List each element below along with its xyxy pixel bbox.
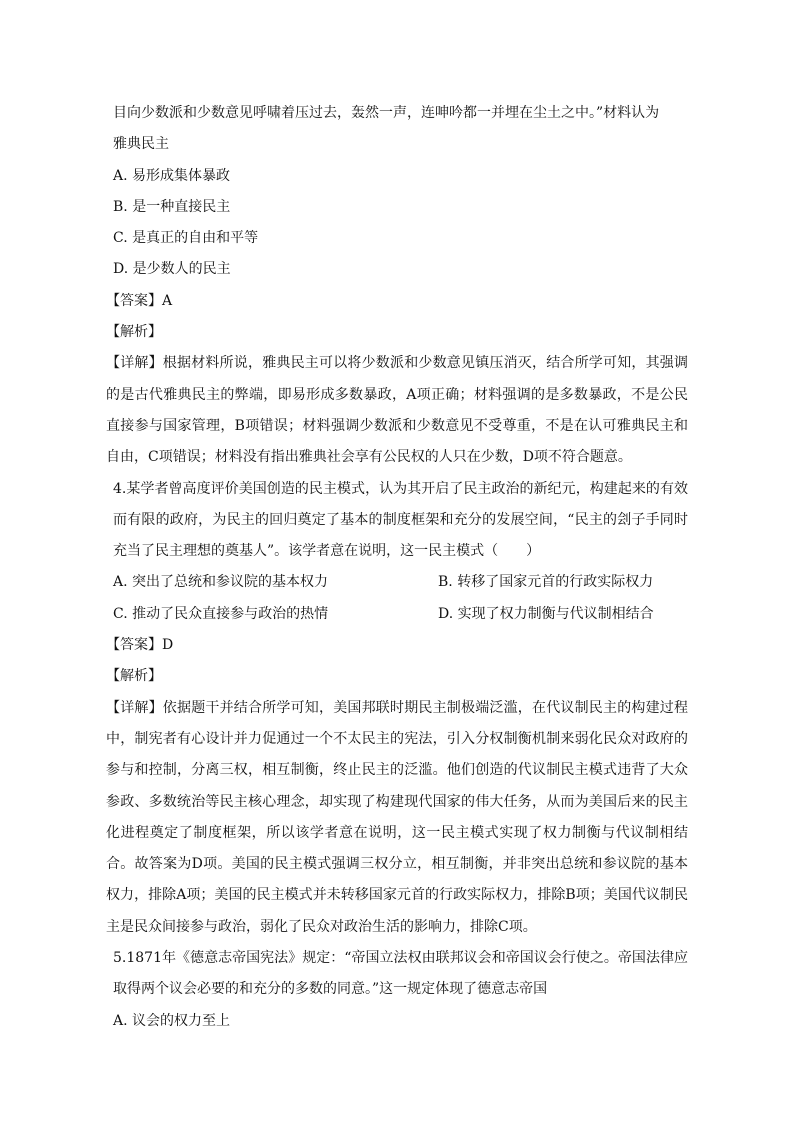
q4-analysis: 【详解】依据题干并结合所学可知，美国邦联时期民主制极端泛滥，在代议制民主的构建过程中，制宪者有心设计并力促通过一个不太民主的宪法，引入分权制衡机制来弱化民众对政府的参与和控制，分离三权，相互制衡，终止民主的泛滥。他们创造的代议制民主模式违背了大众参政、多数统治等民主核心理念，却实现了构建现代国家的伟大任务，从而为美国后来的民主化进程奠定了制度框架，所以该学者意在说明，这一民主模式实现了权力制衡与代议制相结合。故答案为D项。美国的民主模式强调三权分立，相互制衡，并非突出总统和参议院的基本权力，排除A项；美国的民主模式并未转移国家元首的行政实际权力，排除B项；美国代议制民主是民众间接参与政治，弱化了民众对政治生活的影响力，排除C项。 [106, 699, 688, 935]
q4-option-d: D. 实现了权力制衡与代议制相结合 [438, 605, 654, 622]
q3-stem-tail-line-1: 目向少数派和少数意见呼啸着压过去，轰然一声，连呻吟都一并埋在尘土之中。”材料认为 [113, 105, 660, 121]
q4-option-c: C. 推动了民众直接参与政治的热情 [113, 605, 329, 622]
q4-stem: 4.某学者曾高度评价美国创造的民主模式，认为其开启了民主政治的新纪元，构建起来的有效而有限的政府，为民主的回归奠定了基本的制度框架和充分的发展空间，“民主的刽子手同时充当了民主理想的奠基人”。该学者意在说明，这一民主模式（ ） [113, 480, 688, 560]
q4-analysis-label: 【解析】 [106, 668, 162, 685]
q3-analysis-label: 【解析】 [106, 324, 162, 341]
q4-option-b: B. 转移了国家元首的行政实际权力 [438, 574, 654, 591]
q4-options-row-1 [113, 567, 688, 598]
q4-options-row-2 [113, 599, 688, 630]
q3-stem-tail-line-2: 雅典民主 [113, 136, 169, 153]
q4-answer: 【答案】D [106, 637, 174, 654]
q3-option-d: D. 是少数人的民主 [113, 261, 231, 278]
q3-analysis: 【详解】根据材料所说，雅典民主可以将少数派和少数意见镇压消灭，结合所学可知，其强调的是古代雅典民主的弊端，即易形成多数暴政，A项正确；材料强调的是多数暴政，不是公民直接参与国家管理，B项错误；材料强调少数派和少数意见不受尊重，不是在认可雅典民主和自由，C项错误；材料没有指出雅典社会享有公民权的人只在少数，D项不符合题意。 [106, 355, 688, 466]
document-content [106, 98, 688, 1037]
q3-option-a: A. 易形成集体暴政 [113, 167, 231, 184]
q3-option-b: B. 是一种直接民主 [113, 198, 231, 215]
q4-option-a: A. 突出了总统和参议院的基本权力 [113, 574, 329, 591]
q3-answer: 【答案】A [106, 292, 173, 309]
q5-option-a: A. 议会的权力至上 [113, 1012, 231, 1029]
q5-stem: 5.1871年《德意志帝国宪法》规定：“帝国立法权由联邦议会和帝国议会行使之。帝国法律应取得两个议会必要的和充分的多数的同意。”这一规定体现了德意志帝国 [113, 950, 688, 998]
q3-option-c: C. 是真正的自由和平等 [113, 230, 259, 247]
